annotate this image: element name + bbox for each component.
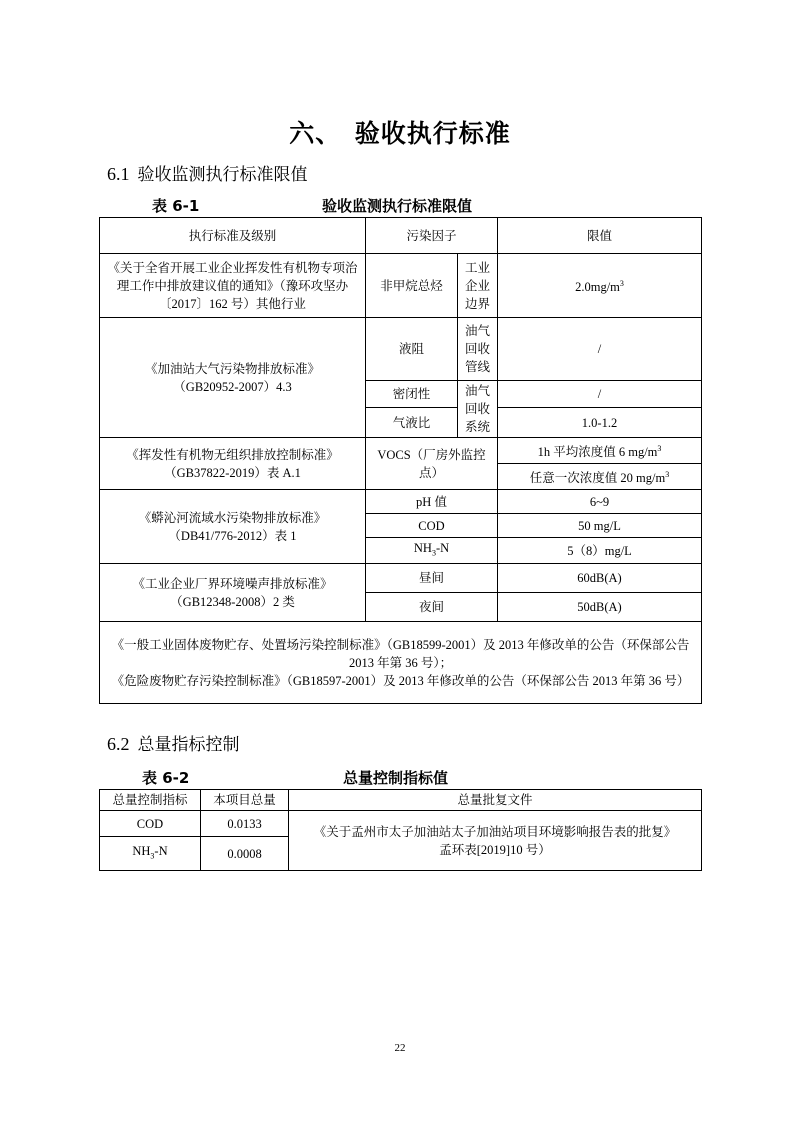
header-cell: 总量批复文件 xyxy=(289,790,702,811)
limit-cell: 50 mg/L xyxy=(498,514,702,538)
limit-text: 任意一次浓度值 20 mg/m xyxy=(529,471,666,486)
standard-cell xyxy=(100,564,366,622)
factor-cell: COD xyxy=(366,514,498,538)
limit-text: 2.0mg/m xyxy=(575,280,620,295)
limit-cell xyxy=(498,438,702,464)
limit-cell: 1.0-1.2 xyxy=(498,408,702,438)
table-title: 验收监测执行标准限值 xyxy=(322,197,473,215)
standard-code: （GB20952-2007）4.3 xyxy=(173,379,292,394)
factor-cell: pH 值 xyxy=(366,490,498,514)
limit-cell: / xyxy=(498,381,702,408)
standard-name: 《挥发性有机物无组织排放控制标准》 xyxy=(126,447,339,462)
header-cell: 执行标准及级别 xyxy=(100,218,366,254)
header-cell: 总量控制指标 xyxy=(100,790,201,811)
header-cell: 污染因子 xyxy=(366,218,498,254)
section-heading-6-2 xyxy=(107,730,240,755)
standard-cell xyxy=(100,318,366,438)
limit-cell: 50dB(A) xyxy=(498,593,702,622)
factor-cell: 液阻 xyxy=(366,318,458,381)
value-cell: 0.0133 xyxy=(201,811,289,837)
indicator-cell: COD xyxy=(100,811,201,837)
sub-factor-cell: 油气回收系统 xyxy=(458,381,498,438)
value-cell: 0.0008 xyxy=(201,837,289,871)
sub-factor-cell: 工业企业边界 xyxy=(458,254,498,318)
section-title: 总量指标控制 xyxy=(137,735,240,755)
formula-text: NH xyxy=(413,540,432,555)
superscript: 3 xyxy=(665,469,670,479)
section-number: 6.1 xyxy=(107,164,130,184)
superscript: 3 xyxy=(619,278,624,288)
section-number: 6.2 xyxy=(107,734,130,754)
header-cell: 本项目总量 xyxy=(201,790,289,811)
footer-cell xyxy=(100,622,702,704)
factor-cell: 密闭性 xyxy=(366,381,458,408)
section-heading-6-1 xyxy=(107,160,308,185)
standard-code: （GB37822-2019）表 A.1 xyxy=(164,465,301,480)
factor-cell: 昼间 xyxy=(366,564,498,593)
section-title: 验收监测执行标准限值 xyxy=(137,165,308,185)
superscript: 3 xyxy=(657,443,662,453)
subscript: 3 xyxy=(431,548,436,558)
factor-cell xyxy=(366,538,498,564)
formula-text: -N xyxy=(435,540,450,555)
limit-text: 1h 平均浓度值 6 mg/m xyxy=(537,445,658,460)
limit-cell: / xyxy=(498,318,702,381)
chapter-title: 六、 验收执行标准 xyxy=(289,119,511,148)
limit-cell: 60dB(A) xyxy=(498,564,702,593)
indicator-cell xyxy=(100,837,201,871)
sub-factor-cell: 油气回收管线 xyxy=(458,318,498,381)
approval-doc-cell: 《关于孟州市太子加油站太子加油站项目环境影响报告表的批复》孟环表[2019]10 号） xyxy=(289,811,702,871)
table-label: 表 6-1 xyxy=(152,197,200,215)
table-title: 总量控制指标值 xyxy=(343,769,449,787)
total-control-table xyxy=(99,789,702,871)
factor-cell: VOCS（厂房外监控点） xyxy=(366,438,498,490)
factor-cell: 夜间 xyxy=(366,593,498,622)
limit-cell xyxy=(498,254,702,318)
limit-cell: 6~9 xyxy=(498,490,702,514)
subscript: 3 xyxy=(150,851,155,861)
standard-name: 《加油站大气污染物排放标准》 xyxy=(144,361,320,376)
page-number: 22 xyxy=(394,1042,406,1054)
standard-cell xyxy=(100,438,366,490)
standard-cell xyxy=(100,490,366,564)
limit-cell xyxy=(498,464,702,490)
standard-name: 《蟒沁河流域水污染物排放标准》 xyxy=(138,510,327,525)
limit-cell: 5（8）mg/L xyxy=(498,538,702,564)
standard-name: 《工业企业厂界环境噪声排放标准》 xyxy=(132,576,333,591)
standard-cell: 《关于全省开展工业企业挥发性有机物专项治理工作中排放建议值的通知》（豫环攻坚办〔2017〕162 号）其他行业 xyxy=(100,254,366,318)
standard-code: （DB41/776-2012）表 1 xyxy=(168,528,297,543)
formula-text: NH xyxy=(132,843,151,858)
factor-cell: 非甲烷总烃 xyxy=(366,254,458,318)
footer-line: 《一般工业固体废物贮存、处置场污染控制标准》（GB18599-2001）及 2013 年修改单的公告（环保部公告 2013 年第 36 号）； xyxy=(111,637,690,670)
table-label: 表 6-2 xyxy=(142,769,190,787)
standards-table xyxy=(99,217,702,704)
footer-line: 《危险废物贮存污染控制标准》（GB18597-2001）及 2013 年修改单的公告（环保部公告 2013 年第 36 号） xyxy=(111,673,690,688)
factor-cell: 气液比 xyxy=(366,408,458,438)
formula-text: -N xyxy=(154,843,168,858)
standard-code: （GB12348-2008）2 类 xyxy=(170,594,295,609)
header-cell: 限值 xyxy=(498,218,702,254)
